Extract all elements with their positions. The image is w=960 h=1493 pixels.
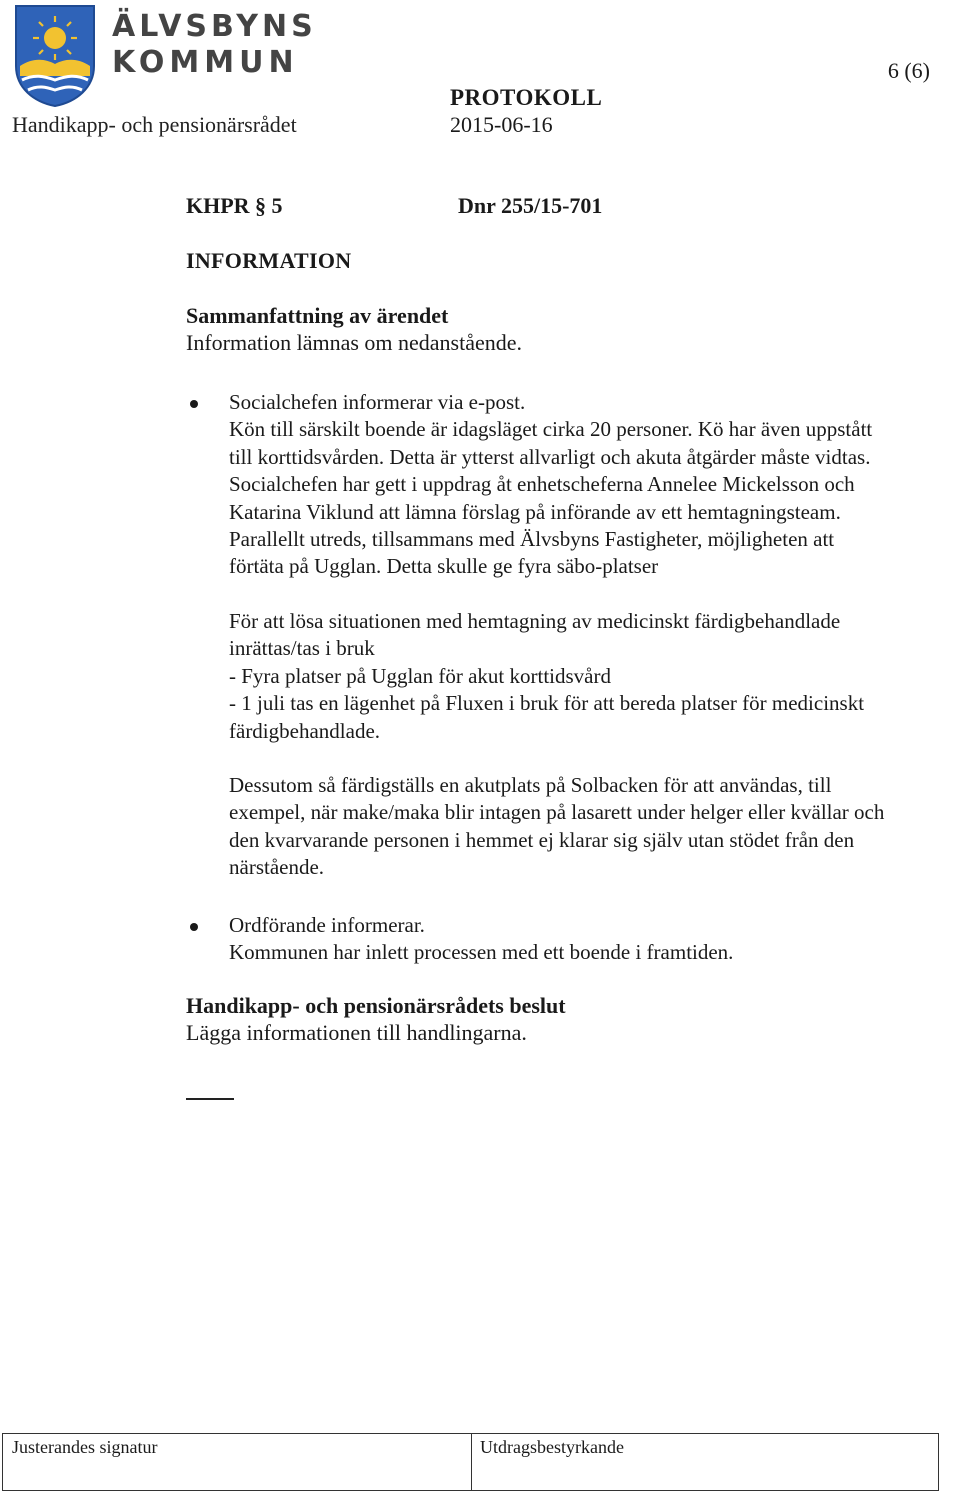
municipality-name [112, 9, 317, 80]
logo-line-2: KOMMUN [112, 45, 299, 80]
text-line: För att lösa situationen med hemtagning av medicinskt färdigbehandlade [229, 609, 841, 633]
document-date: 2015-06-16 [450, 112, 553, 137]
bullet-1-text [229, 389, 959, 581]
text-line: Parallellt utreds, tillsammans med Älvsbyns Fastigheter, möjligheten att [229, 527, 835, 552]
bullet-icon [190, 400, 198, 408]
text-line: exempel, när make/maka blir intagen på lasarett under helger eller kvällar och [229, 800, 885, 825]
section-id: KHPR § 5 [186, 193, 283, 218]
committee-name: Handikapp- och pensionärsrådet [12, 112, 297, 137]
text-line: förtäta på Ugglan. Detta skulle ge fyra säbo-platser [229, 554, 659, 579]
decision-text: Lägga informationen till handlingarna. [186, 1020, 527, 1045]
bullet-icon [190, 923, 198, 931]
text-line: Katarina Viklund att lämna förslag på införande av ett hemtagningsteam. [229, 499, 841, 524]
document-type: PROTOKOLL [450, 85, 603, 110]
text-line: - 1 juli tas en lägenhet på Fluxen i bruk för att bereda platser för medicinskt [229, 691, 865, 716]
text-line: till korttidsvården. Detta är ytterst allvarligt och akuta åtgärder måste vidtas. [229, 444, 871, 469]
paragraph-akutplats [229, 772, 959, 882]
text-line: - Fyra platser på Ugglan för akut korttidsvård [229, 663, 611, 688]
text-line: Ordförande informerar. [229, 913, 425, 937]
signature-label: Justerandes signatur [12, 1437, 158, 1457]
municipality-logo-icon [12, 4, 98, 108]
text-line: färdigbehandlade. [229, 718, 381, 743]
signature-divider [471, 1434, 472, 1490]
text-line: Socialchefen har gett i uppdrag åt enhetscheferna Annelee Mickelsson och [229, 472, 855, 497]
certification-label: Utdragsbestyrkande [480, 1437, 624, 1457]
text-line: inrättas/tas i bruk [229, 636, 375, 661]
bullet-2-text [229, 912, 959, 967]
paragraph-hemtagning [229, 608, 959, 745]
diary-number: Dnr 255/15-701 [458, 193, 603, 218]
text-line: Kommunen har inlett processen med ett boende i framtiden. [229, 940, 734, 965]
text-line: Socialchefen informerar via e-post. [229, 390, 526, 414]
summary-heading: Sammanfattning av ärendet [186, 303, 449, 328]
decision-heading: Handikapp- och pensionärsrådets beslut [186, 993, 566, 1018]
text-line: närstående. [229, 855, 325, 880]
section-title: INFORMATION [186, 248, 352, 273]
text-line: den kvarvarande personen i hemmet ej klarar sig själv utan stödet från den [229, 827, 855, 852]
end-rule [186, 1098, 234, 1100]
summary-text: Information lämnas om nedanstående. [186, 330, 523, 355]
page-number: 6 (6) [887, 58, 930, 83]
text-line: Dessutom så färdigställs en akutplats på Solbacken för att användas, till [229, 773, 832, 797]
logo-line-1: ÄLVSBYNS [112, 9, 317, 44]
text-line: Kön till särskilt boende är idagsläget cirka 20 personer. Kö har även uppstått [229, 417, 873, 442]
